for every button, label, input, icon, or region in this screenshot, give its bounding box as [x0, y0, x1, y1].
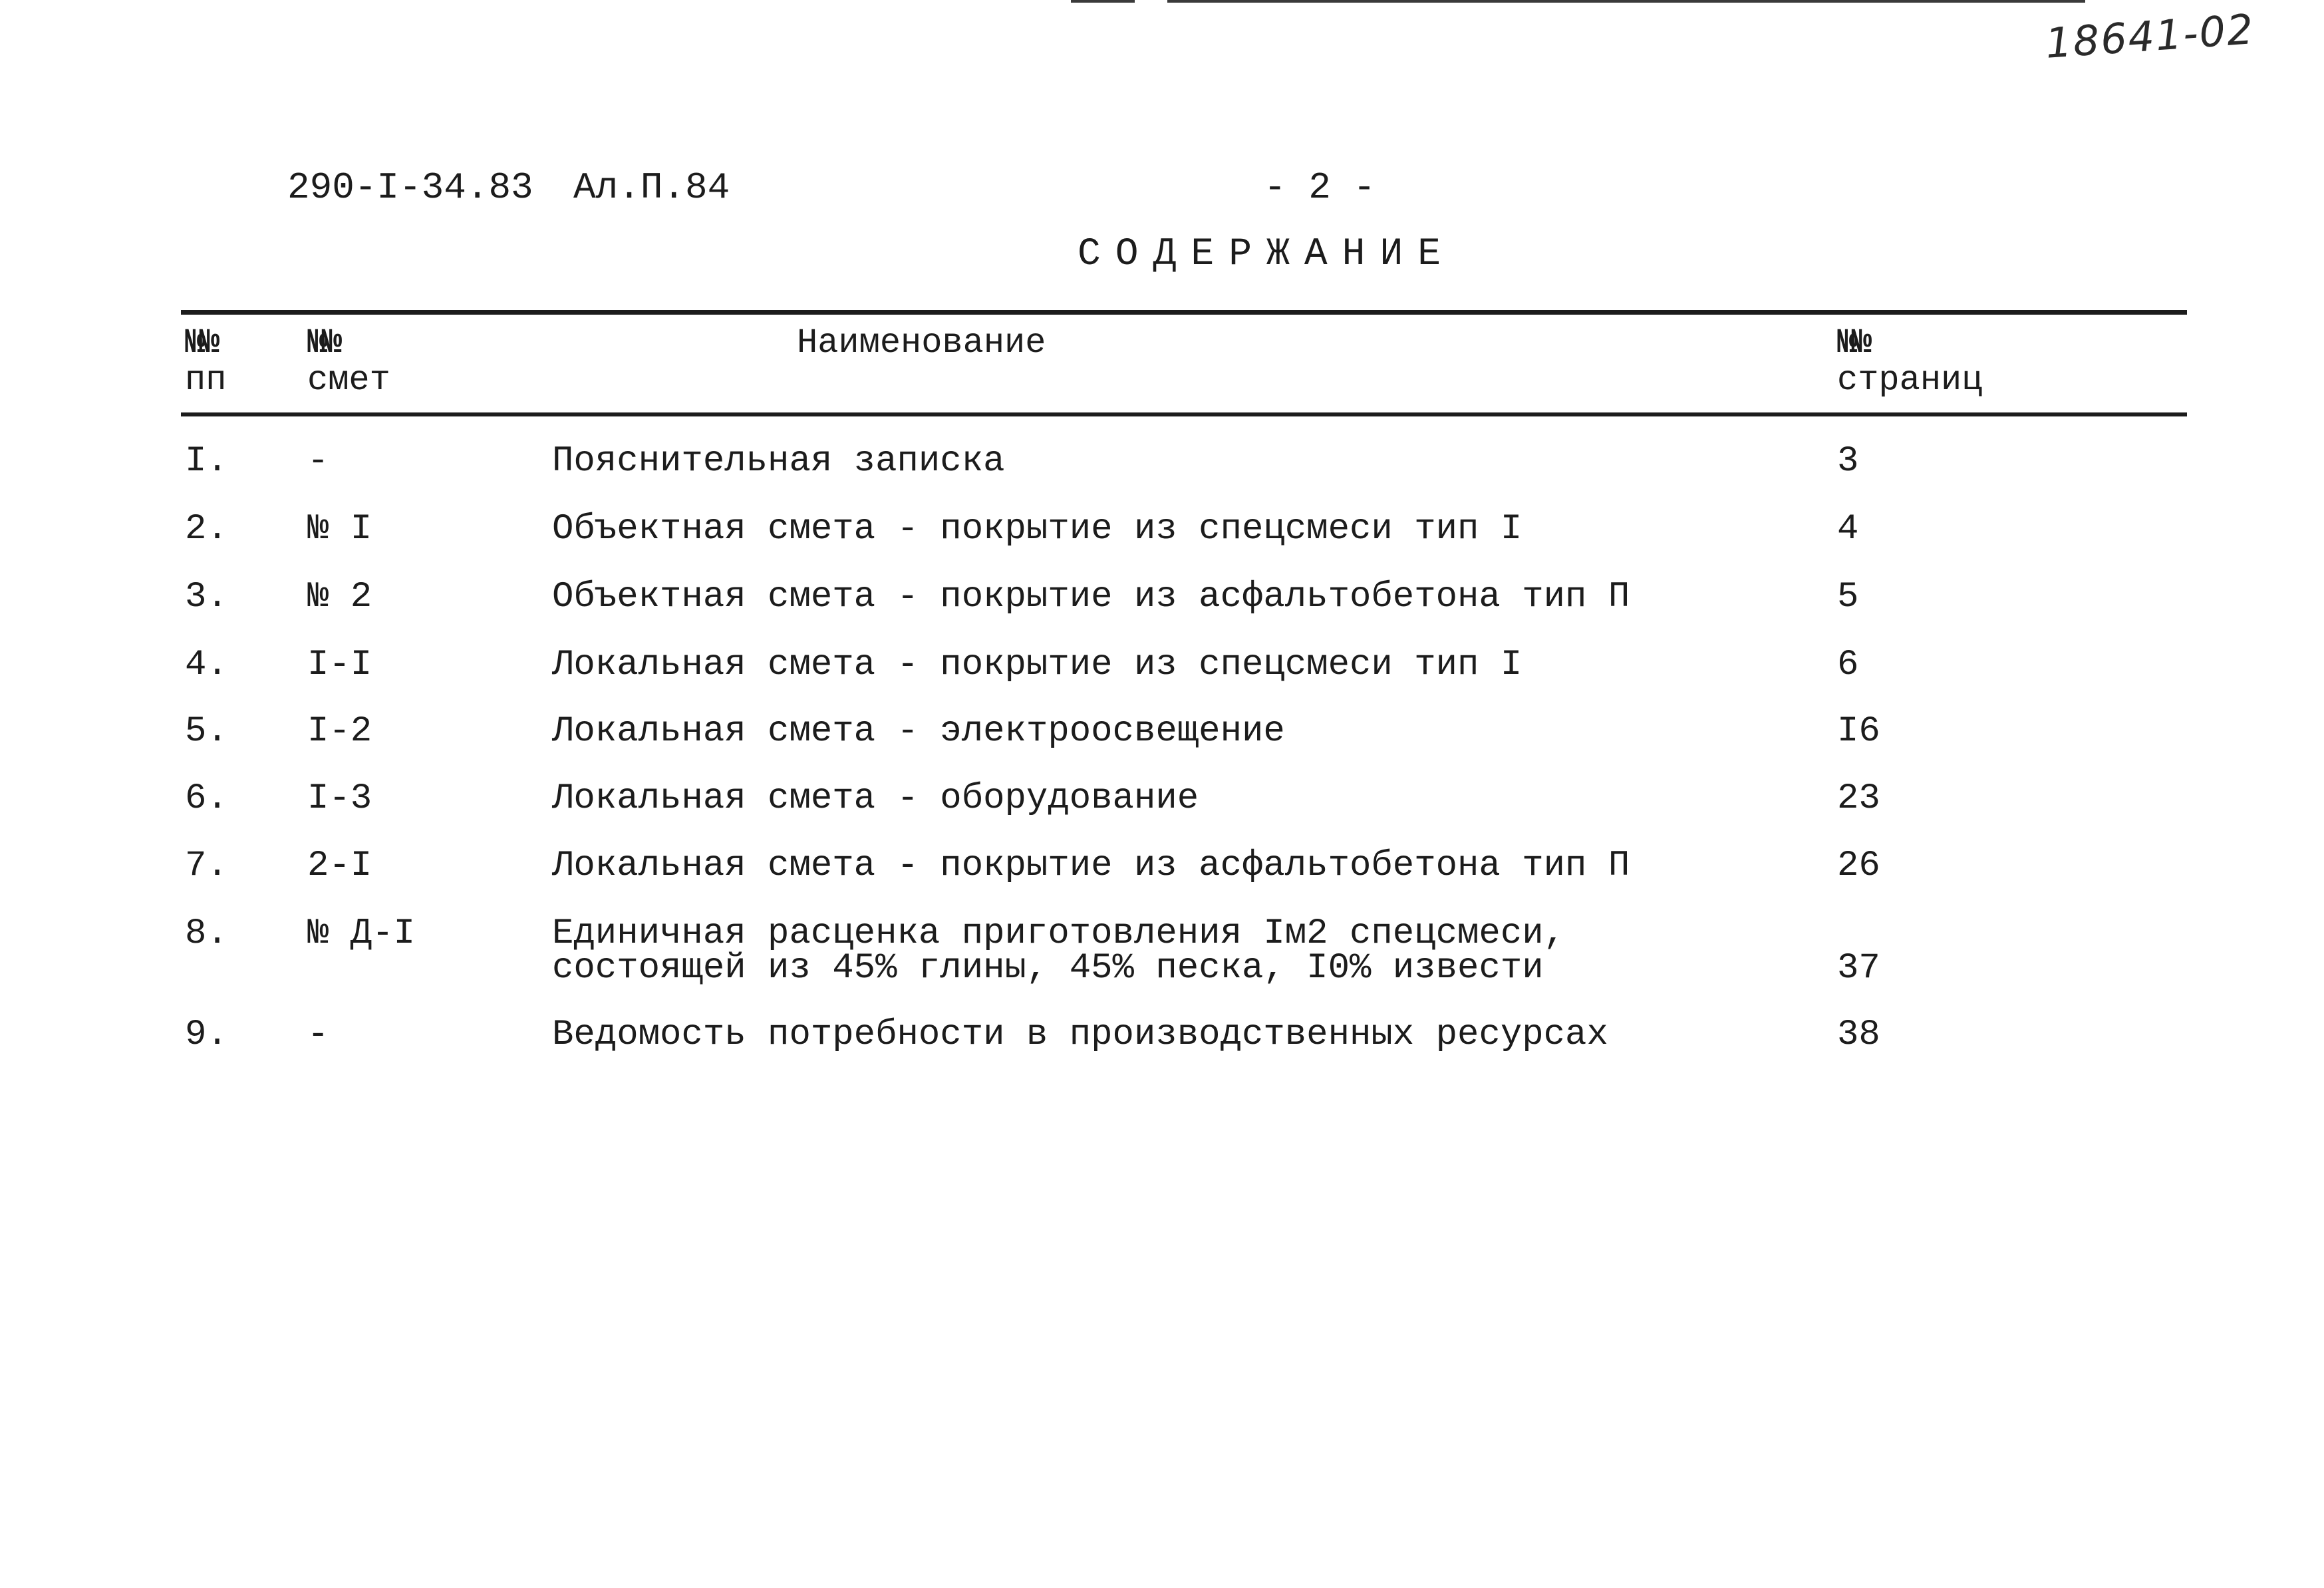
row-name: Пояснительная записка — [552, 441, 1005, 482]
row-estimate-number: № 2 — [307, 577, 372, 617]
row-estimate-number: I-2 — [307, 711, 372, 752]
row-estimate-number: - — [307, 1015, 329, 1055]
row-page: 37 — [1837, 948, 1880, 989]
column-header-number-label: пп — [185, 361, 227, 400]
row-name: Ведомость потребности в производственных ресурсах — [552, 1015, 1608, 1055]
row-number: 8. — [185, 913, 228, 954]
row-page: 26 — [1837, 846, 1880, 886]
album-code: Ал.П.84 — [573, 166, 730, 209]
row-number: 3. — [185, 577, 228, 617]
column-header-number-sign: №№ — [185, 323, 214, 363]
row-estimate-number: № I — [307, 509, 372, 550]
row-page: 4 — [1837, 509, 1859, 550]
row-page: 38 — [1837, 1015, 1880, 1055]
row-estimate-number: 2-I — [307, 846, 372, 886]
column-header-estimate — [307, 325, 390, 399]
row-estimate-number: - — [307, 441, 329, 482]
column-header-number — [185, 325, 226, 399]
scan-edge-line — [1167, 0, 2085, 3]
row-estimate-number: I-I — [307, 645, 372, 685]
document-code: 290-I-34.83 — [287, 166, 533, 209]
row-name: Объектная смета - покрытие из асфальтобетона тип П — [552, 577, 1630, 617]
row-name: Локальная смета - покрытие из спецсмеси тип I — [552, 645, 1523, 685]
row-page: 23 — [1837, 778, 1880, 819]
column-header-page-sign: №№ — [1837, 323, 1866, 363]
table-header-rule — [181, 412, 2187, 416]
column-header-estimate-label: смет — [307, 361, 390, 400]
column-header-page — [1837, 325, 1982, 399]
page-number: - 2 - — [1264, 166, 1376, 209]
scan-edge-line — [1071, 0, 1135, 3]
row-name: Локальная смета - покрытие из асфальтобетона тип П — [552, 846, 1630, 886]
column-header-estimate-sign: №№ — [307, 323, 336, 363]
row-name: Объектная смета - покрытие из спецсмеси тип I — [552, 509, 1523, 550]
row-estimate-number: № Д-I — [307, 913, 416, 954]
column-header-name: Наименование — [797, 323, 1046, 363]
row-page: 6 — [1837, 645, 1859, 685]
row-page: 5 — [1837, 577, 1859, 617]
row-estimate-number: I-3 — [307, 778, 372, 819]
row-number: I. — [185, 441, 228, 482]
row-page: I6 — [1837, 711, 1880, 752]
row-name: Единичная расценка приготовления Iм2 спецсмеси, — [552, 913, 1566, 954]
row-name: Локальная смета - оборудование — [552, 778, 1199, 819]
row-name-continuation: состоящей из 45% глины, 45% песка, I0% извести — [552, 948, 1544, 989]
row-number: 7. — [185, 846, 228, 886]
page-title: СОДЕРЖАНИЕ — [1078, 233, 1456, 276]
row-number: 5. — [185, 711, 228, 752]
row-number: 6. — [185, 778, 228, 819]
row-number: 9. — [185, 1015, 228, 1055]
table-top-rule — [181, 310, 2187, 315]
row-page: 3 — [1837, 441, 1859, 482]
handwritten-archive-number: 18641-02 — [2043, 5, 2256, 68]
row-name: Локальная смета - электроосвещение — [552, 711, 1285, 752]
column-header-page-label: страниц — [1837, 361, 1983, 400]
row-number: 4. — [185, 645, 228, 685]
row-number: 2. — [185, 509, 228, 550]
